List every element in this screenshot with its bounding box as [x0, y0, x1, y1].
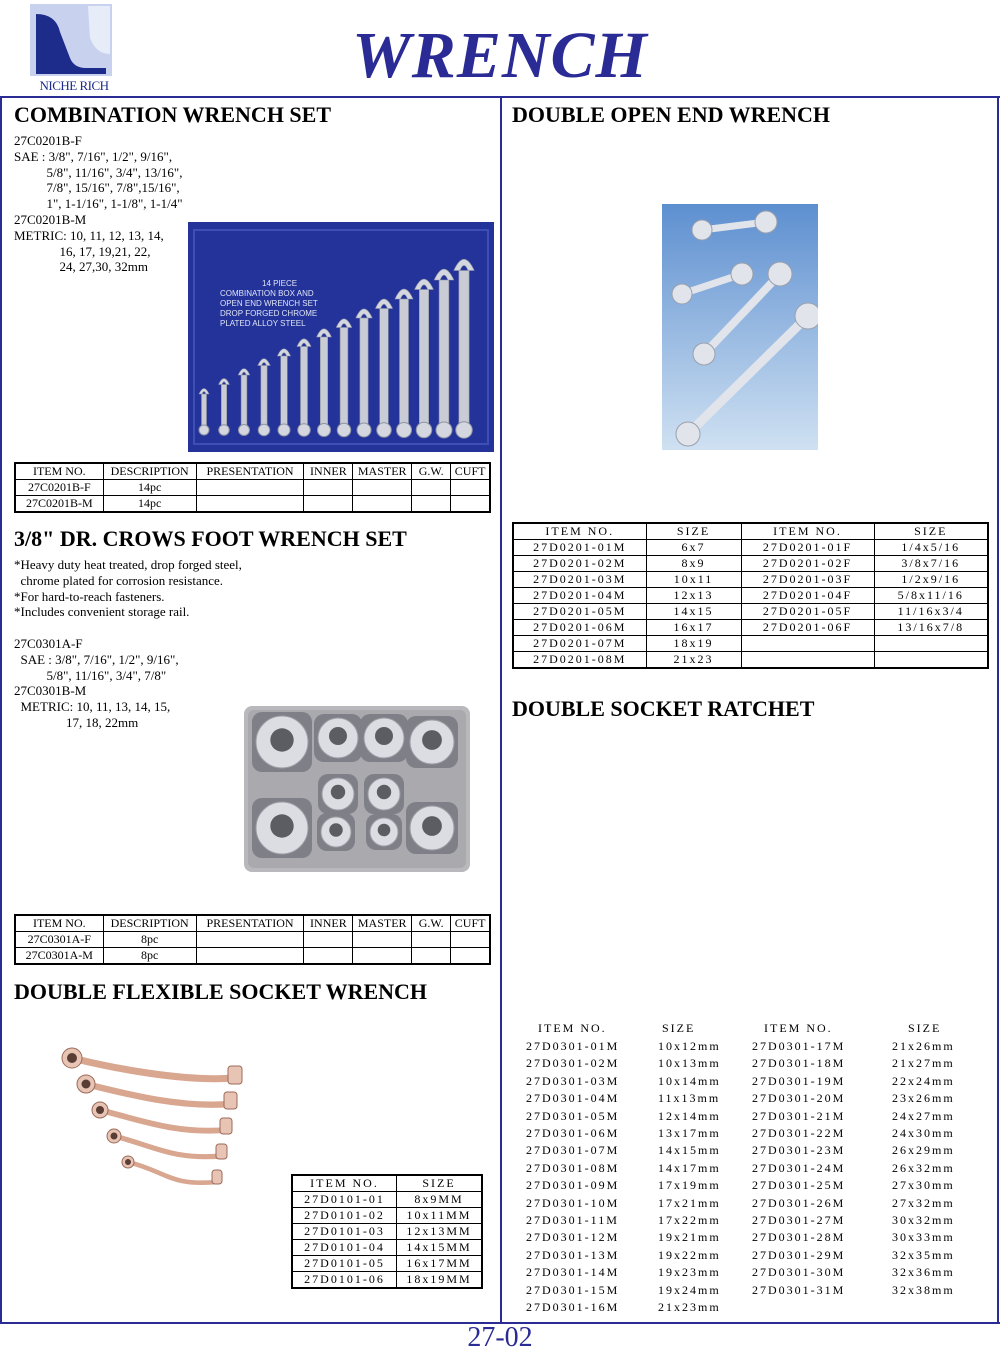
spec-line: 27C0201B-F	[14, 133, 82, 148]
combination-wrench-photo	[188, 222, 494, 452]
table-cell: 8x9	[646, 556, 741, 572]
spec-line: 5/8", 11/16", 3/4", 7/8"	[14, 667, 167, 683]
table-cell: 14x15	[646, 604, 741, 620]
ratchet-cell: 32x35mm	[892, 1247, 955, 1262]
ratchet-cell: 21x27mm	[892, 1056, 955, 1071]
ratchet-cell: 30x32mm	[892, 1213, 955, 1227]
ratchet-cell: 27D0301-02M	[526, 1056, 620, 1071]
table-cell: 27D0201-06M	[513, 620, 646, 636]
ratchet-cell: 27D0301-21M	[752, 1108, 846, 1123]
ratchet-cell: 17x21mm	[658, 1195, 721, 1210]
table-row	[292, 1208, 482, 1224]
table-header-cell: ITEM NO.	[15, 915, 103, 932]
ratchet-cell: 27D0301-12M	[526, 1230, 620, 1245]
table-cell	[874, 636, 988, 652]
openend-section-title: DOUBLE OPEN END WRENCH	[512, 102, 831, 127]
table-header-row	[15, 463, 490, 480]
table-cell: 8x9MM	[397, 1192, 483, 1208]
table-cell	[451, 480, 490, 496]
brand-name: NICHE RICH	[39, 78, 109, 93]
spec-line: 16, 17, 19,21, 22,	[14, 243, 151, 259]
table-header-row	[15, 915, 490, 932]
ratchet-cell: 17x22mm	[658, 1213, 721, 1227]
table-cell	[451, 932, 490, 948]
table-row	[513, 620, 988, 636]
table-cell: 18x19	[646, 636, 741, 652]
crowsfoot-spec	[14, 557, 242, 731]
table-header-cell: DESCRIPTION	[103, 463, 196, 480]
spec-line: 27C0301A-F	[14, 635, 83, 651]
table-row	[513, 540, 988, 556]
ratchet-cell: 10x12mm	[658, 1039, 721, 1053]
table-header-cell: ITEM NO.	[513, 523, 646, 540]
table-cell	[451, 948, 490, 965]
ratchet-cell: 10x14mm	[658, 1073, 721, 1088]
table-cell	[412, 496, 451, 513]
ratchet-header-size-1: SIZE	[662, 1021, 696, 1035]
table-header-cell: CUFT	[451, 915, 490, 932]
ratchet-cell: 27D0301-20M	[752, 1091, 846, 1106]
spec-line: 24, 27,30, 32mm	[14, 259, 148, 275]
ratchet-cell: 27D0301-03M	[526, 1073, 620, 1088]
table-cell: 18x19MM	[397, 1272, 483, 1289]
table-cell	[451, 496, 490, 513]
table-header-cell: ITEM NO.	[741, 523, 874, 540]
table-cell	[196, 496, 304, 513]
crowsfoot-wrench-photo	[244, 706, 470, 872]
ratchet-cell: 27D0301-24M	[752, 1160, 846, 1175]
flexible-socket-wrench-photo	[58, 1040, 278, 1200]
table-row	[513, 572, 988, 588]
spec-line: chrome plated for corrosion resistance.	[14, 572, 224, 588]
ratchet-section-title: DOUBLE SOCKET RATCHET	[512, 696, 815, 721]
table-header-cell: DESCRIPTION	[103, 915, 196, 932]
ratchet-cell: 27D0301-14M	[526, 1265, 620, 1280]
table-cell: 13/16x7/8	[874, 620, 988, 636]
table-cell: 27D0201-06F	[741, 620, 874, 636]
ratchet-cell: 27D0301-17M	[752, 1039, 846, 1053]
table-row	[513, 556, 988, 572]
table-cell: 3/8x7/16	[874, 556, 988, 572]
ratchet-cell: 27D0301-30M	[752, 1265, 846, 1280]
spec-line: 17, 18, 22mm	[14, 714, 139, 730]
table-header-cell: MASTER	[353, 915, 412, 932]
ratchet-cell: 27D0301-23M	[752, 1143, 846, 1158]
table-cell: 27D0101-01	[292, 1192, 397, 1208]
spec-line: 27C0201B-M	[14, 211, 87, 227]
spec-line: *Includes convenient storage rail.	[14, 604, 190, 620]
table-cell	[741, 652, 874, 669]
table-cell: 16x17MM	[397, 1256, 483, 1272]
crowsfoot-table	[14, 914, 491, 965]
column-divider	[500, 96, 502, 1324]
ratchet-cell: 27D0301-22M	[752, 1126, 846, 1140]
ratchet-header-item-1: ITEM NO.	[538, 1021, 607, 1035]
ratchet-cell: 19x24mm	[658, 1282, 721, 1297]
table-cell	[353, 932, 412, 948]
right-border	[997, 96, 999, 1324]
ratchet-cell: 26x32mm	[892, 1160, 955, 1175]
ratchet-cell: 14x17mm	[658, 1160, 721, 1175]
ratchet-cell: 14x15mm	[658, 1143, 721, 1158]
ratchet-cell: 27D0301-15M	[526, 1282, 620, 1297]
table-cell	[412, 948, 451, 965]
table-cell: 27C0301A-F	[15, 932, 103, 948]
spec-line	[14, 620, 242, 636]
table-cell: 16x17	[646, 620, 741, 636]
table-row	[513, 652, 988, 669]
left-border	[0, 96, 2, 1324]
ratchet-cell: 27x30mm	[892, 1178, 955, 1193]
table-header-cell: MASTER	[353, 463, 412, 480]
spec-line: 27C0301B-M	[14, 683, 87, 699]
table-cell: 10x11MM	[397, 1208, 483, 1224]
table-cell: 6x7	[646, 540, 741, 556]
table-cell: 5/8x11/16	[874, 588, 988, 604]
table-cell: 12x13MM	[397, 1224, 483, 1240]
table-cell	[741, 636, 874, 652]
ratchet-cell: 24x27mm	[892, 1108, 955, 1123]
spec-line: METRIC: 10, 11, 12, 13, 14,	[14, 227, 164, 243]
table-row	[292, 1240, 482, 1256]
table-header-cell: PRESENTATION	[196, 915, 304, 932]
table-row	[292, 1224, 482, 1240]
table-cell: 27D0101-06	[292, 1272, 397, 1289]
openend-table	[512, 522, 989, 669]
ratchet-cell: 27D0301-19M	[752, 1073, 846, 1088]
table-cell: 27D0201-01F	[741, 540, 874, 556]
spec-line: *For hard-to-reach fasteners.	[14, 588, 165, 604]
combination-section-title: COMBINATION WRENCH SET	[14, 102, 332, 127]
svg-text:14 PIECECOMBINATION BOX ANDOPE: 14 PIECE COMBINATION BOX AND OPEN END WRENCH SET DROP FORGED CHROME PLATED ALLOY STEEL	[220, 279, 318, 328]
ratchet-cell: 27D0301-18M	[752, 1056, 846, 1071]
spec-line: *Heavy duty heat treated, drop forged steel,	[14, 557, 242, 572]
page-title: WRENCH	[352, 19, 648, 92]
table-cell	[412, 932, 451, 948]
page-number: 27-02	[467, 1322, 533, 1353]
table-row	[15, 496, 490, 513]
table-header-cell: SIZE	[646, 523, 741, 540]
table-row	[15, 948, 490, 965]
table-cell: 27D0201-05F	[741, 604, 874, 620]
table-header-cell: INNER	[304, 915, 353, 932]
table-cell: 27D0201-04M	[513, 588, 646, 604]
spec-line: SAE : 3/8", 7/16", 1/2", 9/16",	[14, 148, 173, 164]
table-row	[292, 1192, 482, 1208]
table-row	[292, 1272, 482, 1289]
table-cell: 8pc	[103, 932, 196, 948]
table-header-cell: PRESENTATION	[196, 463, 304, 480]
table-cell: 12x13	[646, 588, 741, 604]
ratchet-cell: 32x36mm	[892, 1265, 955, 1280]
ratchet-cell: 23x26mm	[892, 1091, 955, 1106]
table-row	[513, 636, 988, 652]
spec-line: METRIC: 10, 11, 13, 14, 15,	[14, 699, 171, 715]
ratchet-header-size-2: SIZE	[908, 1021, 942, 1035]
table-row	[15, 932, 490, 948]
table-header-row	[513, 523, 988, 540]
ratchet-cell: 10x13mm	[658, 1056, 721, 1071]
table-cell	[353, 948, 412, 965]
spec-line: SAE : 3/8", 7/16", 1/2", 9/16",	[14, 651, 179, 667]
ratchet-cell: 26x29mm	[892, 1143, 955, 1158]
table-cell: 11/16x3/4	[874, 604, 988, 620]
ratchet-cell: 13x17mm	[658, 1126, 721, 1140]
table-row	[292, 1256, 482, 1272]
ratchet-cell: 27D0301-27M	[752, 1213, 846, 1227]
table-row	[513, 588, 988, 604]
table-cell: 27C0301A-M	[15, 948, 103, 965]
ratchet-cell: 27D0301-10M	[526, 1195, 620, 1210]
table-cell: 27D0201-03M	[513, 572, 646, 588]
table-header-cell: INNER	[304, 463, 353, 480]
table-cell: 27D0201-02M	[513, 556, 646, 572]
table-cell: 27D0201-08M	[513, 652, 646, 669]
table-cell: 27D0201-03F	[741, 572, 874, 588]
ratchet-cell: 27D0301-04M	[526, 1091, 620, 1106]
ratchet-cell: 32x38mm	[892, 1282, 955, 1297]
ratchet-cell: 12x14mm	[658, 1108, 721, 1123]
combination-table	[14, 462, 491, 513]
ratchet-cell: 17x19mm	[658, 1178, 721, 1193]
table-cell: 27D0201-02F	[741, 556, 874, 572]
table-cell: 8pc	[103, 948, 196, 965]
table-cell: 21x23	[646, 652, 741, 669]
table-header-cell: SIZE	[397, 1175, 483, 1192]
ratchet-cell: 27D0301-08M	[526, 1160, 620, 1175]
ratchet-cell: 19x22mm	[658, 1247, 721, 1262]
table-cell: 27D0101-04	[292, 1240, 397, 1256]
table-cell	[304, 948, 353, 965]
table-header-cell: CUFT	[451, 463, 490, 480]
table-cell	[304, 496, 353, 513]
table-cell	[353, 496, 412, 513]
ratchet-cell: 27D0301-13M	[526, 1247, 620, 1262]
table-header-cell: ITEM NO.	[15, 463, 103, 480]
table-cell: 27D0101-03	[292, 1224, 397, 1240]
table-row	[15, 480, 490, 496]
combination-spec	[14, 133, 183, 275]
ratchet-cell: 27x32mm	[892, 1195, 955, 1210]
table-cell: 1/2x9/16	[874, 572, 988, 588]
ratchet-cell: 22x24mm	[892, 1073, 955, 1088]
table-cell	[304, 932, 353, 948]
table-cell	[304, 480, 353, 496]
crowsfoot-section-title: 3/8" DR. CROWS FOOT WRENCH SET	[14, 526, 407, 551]
ratchet-cell: 11x13mm	[658, 1091, 721, 1106]
ratchet-cell: 27D0301-01M	[526, 1039, 620, 1053]
table-cell: 10x11	[646, 572, 741, 588]
ratchet-cell: 27D0301-31M	[752, 1282, 846, 1297]
open-end-wrench-photo	[662, 204, 818, 450]
table-cell	[412, 480, 451, 496]
ratchet-header-item-2: ITEM NO.	[764, 1021, 833, 1035]
ratchet-cell: 19x21mm	[658, 1230, 721, 1245]
table-cell: 1/4x5/16	[874, 540, 988, 556]
table-cell: 27D0101-02	[292, 1208, 397, 1224]
flexible-section-title: DOUBLE FLEXIBLE SOCKET WRENCH	[14, 979, 428, 1004]
spec-line: 5/8", 11/16", 3/4", 13/16",	[14, 164, 183, 180]
table-cell: 14pc	[103, 496, 196, 513]
ratchet-cell: 24x30mm	[892, 1126, 955, 1140]
ratchet-cell: 27D0301-11M	[526, 1213, 619, 1227]
ratchet-cell: 27D0301-16M	[526, 1300, 620, 1314]
ratchet-cell: 19x23mm	[658, 1265, 721, 1280]
table-cell	[196, 932, 304, 948]
table-header-cell: G.W.	[412, 463, 451, 480]
table-cell: 27D0201-07M	[513, 636, 646, 652]
ratchet-cell: 27D0301-28M	[752, 1230, 846, 1245]
table-row	[513, 604, 988, 620]
table-header-row	[292, 1175, 482, 1192]
ratchet-cell: 27D0301-06M	[526, 1126, 620, 1140]
table-cell	[874, 652, 988, 669]
table-header-cell: G.W.	[412, 915, 451, 932]
ratchet-cell: 30x33mm	[892, 1230, 955, 1245]
ratchet-cell: 27D0301-25M	[752, 1178, 846, 1193]
flexible-table	[291, 1174, 483, 1289]
ratchet-cell: 27D0301-09M	[526, 1178, 620, 1193]
table-cell: 27D0201-05M	[513, 604, 646, 620]
ratchet-cell: 21x26mm	[892, 1039, 955, 1053]
table-header-cell: ITEM NO.	[292, 1175, 397, 1192]
ratchet-cell: 27D0301-07M	[526, 1143, 620, 1158]
table-cell	[353, 480, 412, 496]
ratchet-cell: 27D0301-29M	[752, 1247, 846, 1262]
ratchet-cell: 27D0301-26M	[752, 1195, 846, 1210]
spec-line: 1", 1-1/16", 1-1/8", 1-1/4"	[14, 196, 183, 212]
table-cell: 27D0101-05	[292, 1256, 397, 1272]
ratchet-cell: 21x23mm	[658, 1300, 721, 1314]
table-cell: 27D0201-01M	[513, 540, 646, 556]
table-header-cell: SIZE	[874, 523, 988, 540]
table-cell	[196, 948, 304, 965]
table-cell: 27C0201B-M	[15, 496, 103, 513]
spec-line: 7/8", 15/16", 7/8",15/16",	[14, 180, 180, 196]
table-cell: 27D0201-04F	[741, 588, 874, 604]
table-cell: 27C0201B-F	[15, 480, 103, 496]
table-cell	[196, 480, 304, 496]
ratchet-cell: 27D0301-05M	[526, 1108, 620, 1123]
table-cell: 14x15MM	[397, 1240, 483, 1256]
table-cell: 14pc	[103, 480, 196, 496]
